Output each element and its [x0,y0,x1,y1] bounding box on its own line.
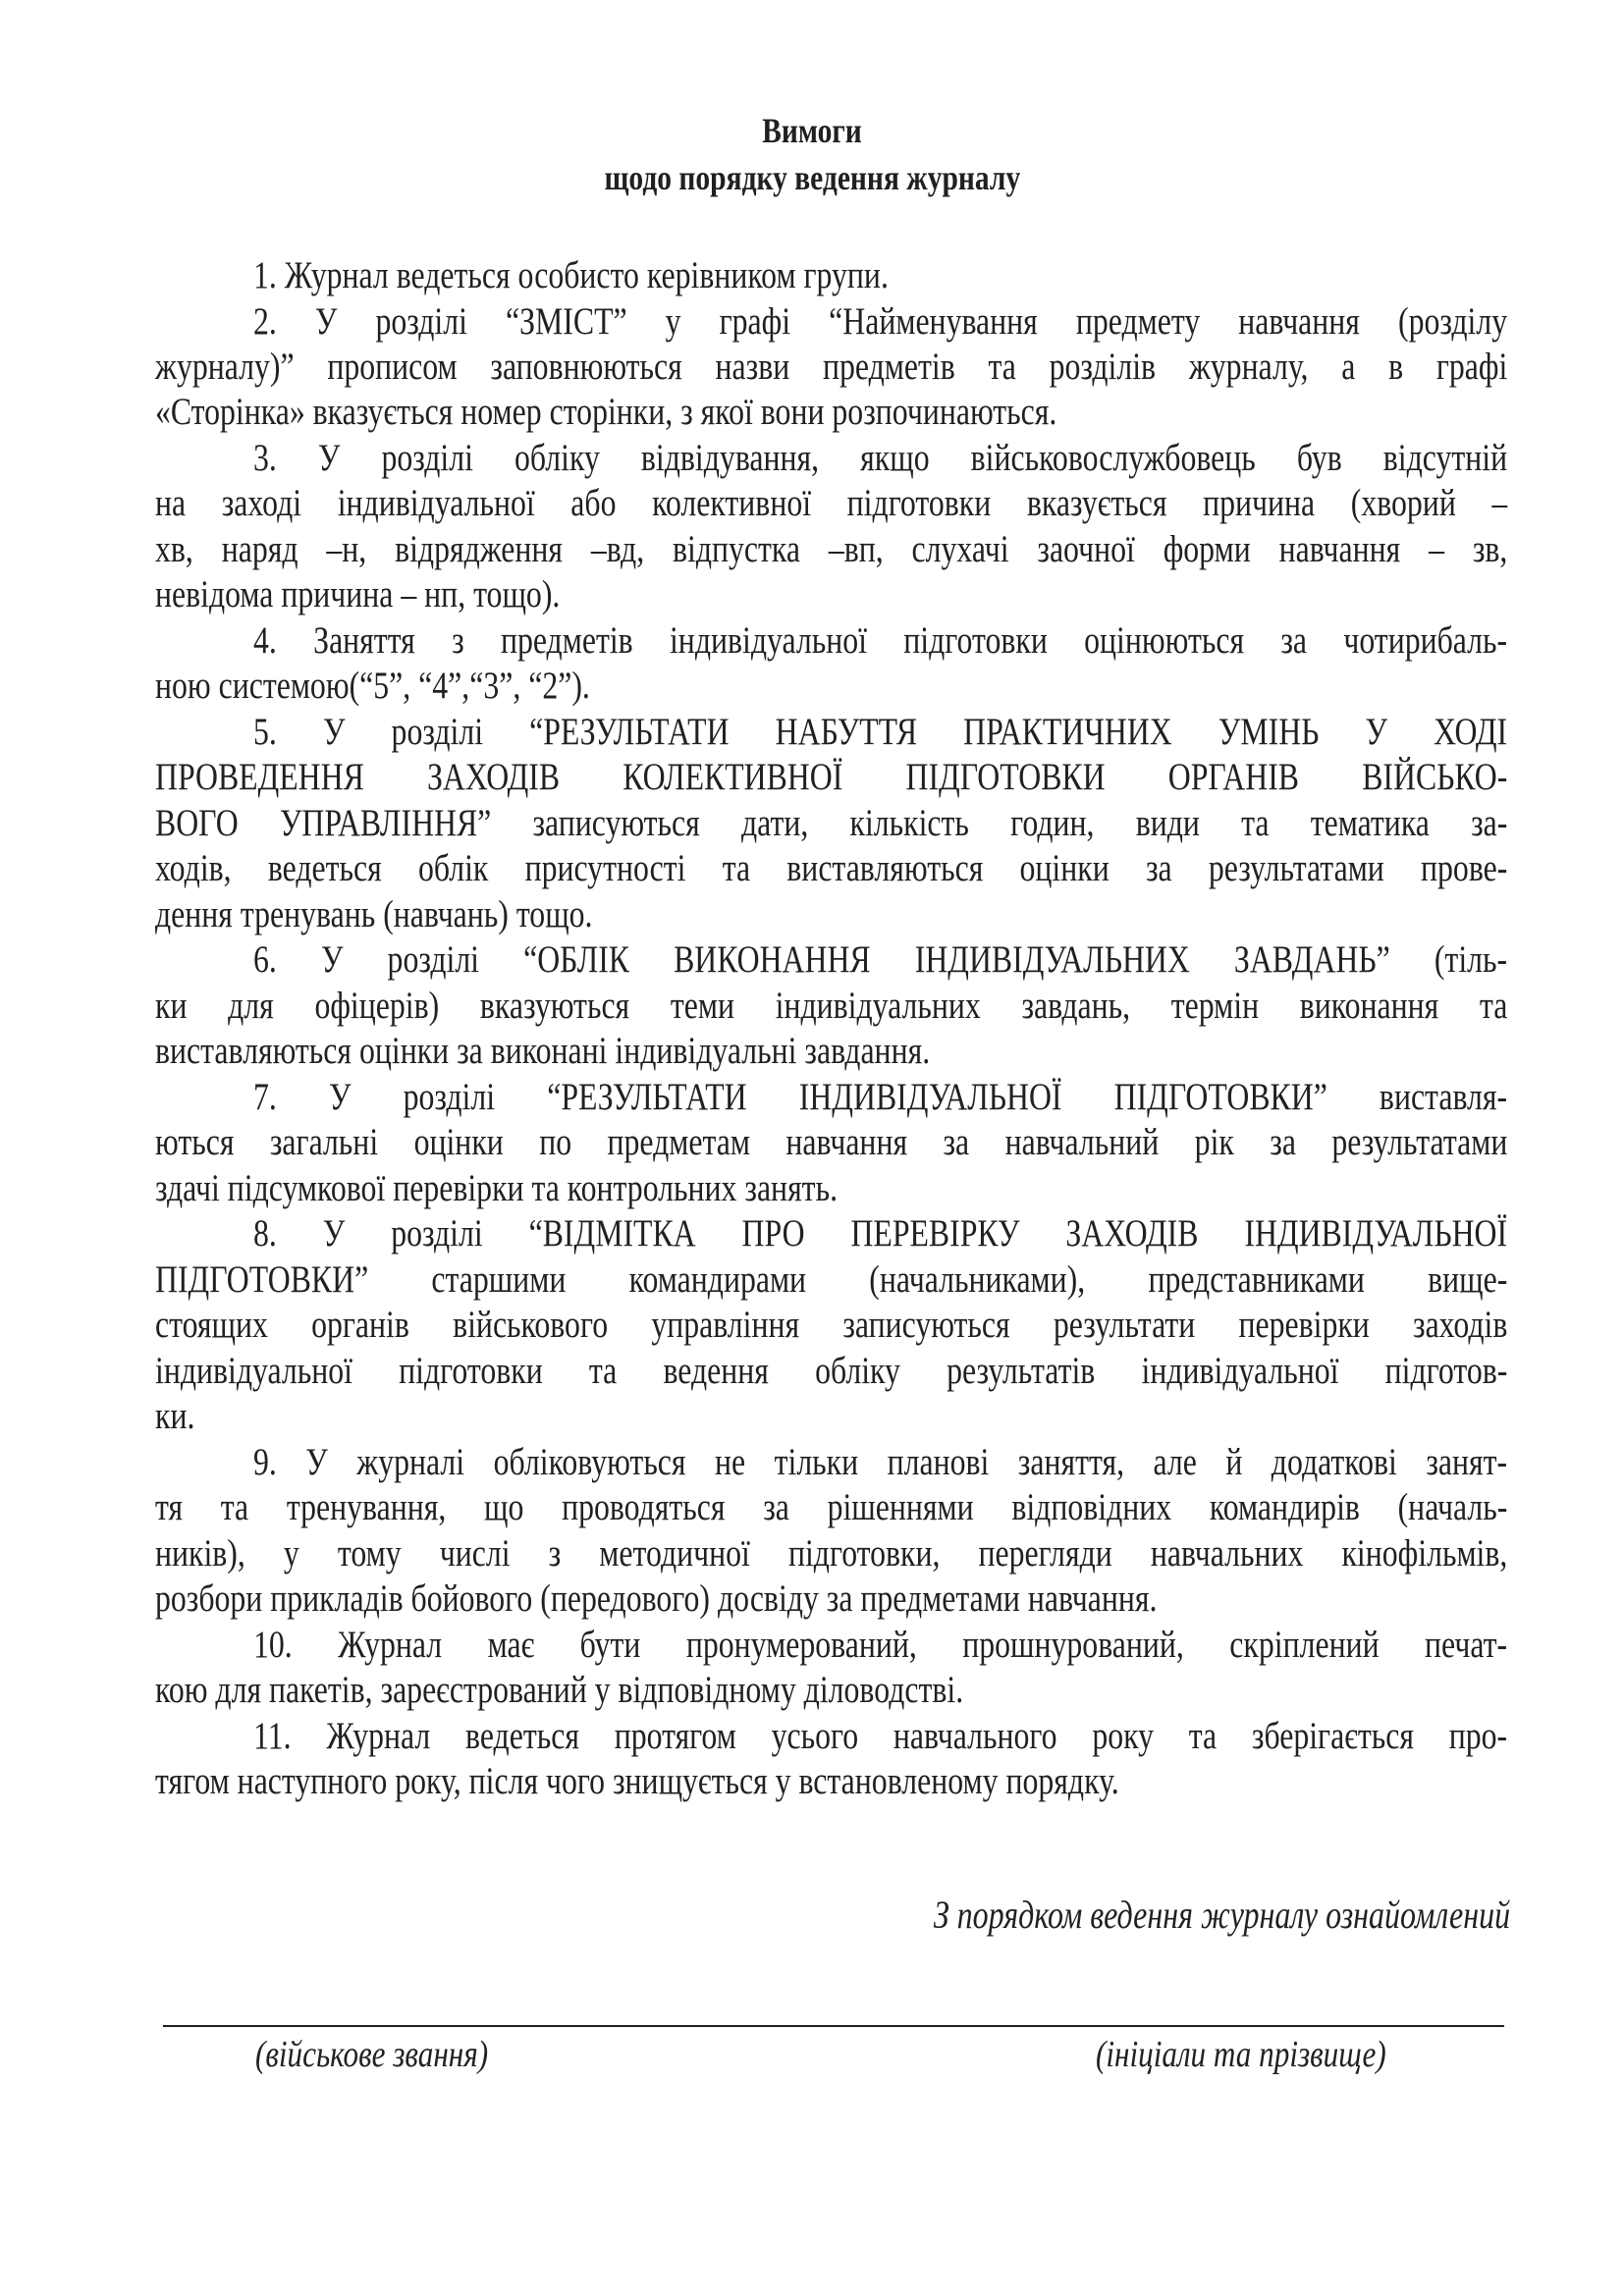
text-line: тягом наступного року, після чого знищується у встановленому порядку. [155,1760,1119,1802]
text-line: 8. У розділі “ВІДМІТКА ПРО ПЕРЕВІРКУ ЗАХОДІВ ІНДИВІДУАЛЬНОЇ [253,1212,1508,1255]
text-line: ників), у тому числі з методичної підготовки, перегляди навчальних кінофільмів, [155,1532,1508,1575]
text-line: невідома причина – нп, тощо). [155,573,561,615]
text-line: ПІДГОТОВКИ” старшими командирами (начальниками), представниками вище- [155,1258,1508,1301]
text-line: 11. Журнал ведеться протягом усього навчального року та зберігається про- [253,1715,1508,1757]
text-line: 3. У розділі обліку відвідування, якщо військовослужбовець був відсутній [253,437,1508,479]
text-line: кою для пакетів, зареєстрований у відповідному діловодстві. [155,1669,964,1711]
text-line: ВОГО УПРАВЛІННЯ” записуються дати, кількість годин, види та тематика за- [155,802,1508,844]
text-line: 6. У розділі “ОБЛІК ВИКОНАННЯ ІНДИВІДУАЛЬНИХ ЗАВДАНЬ” (тіль- [253,938,1508,981]
text-line: на заході індивідуальної або колективної підготовки вказується причина (хворий – [155,482,1508,524]
text-line: 5. У розділі “РЕЗУЛЬТАТИ НАБУТТЯ ПРАКТИЧНИХ УМІНЬ У ХОДІ [253,711,1508,753]
text-line: тя та тренування, що проводяться за рішеннями відповідних командирів (началь- [155,1486,1508,1528]
text-line: ПРОВЕДЕННЯ ЗАХОДІВ КОЛЕКТИВНОЇ ПІДГОТОВКИ ОРГАНІВ ВІЙСЬКО- [155,756,1508,798]
subtitle-text: щодо порядку ведення журналу [604,158,1020,197]
page-title [0,113,1624,148]
text-line: журналу)” прописом заповнюються назви предметів та розділів журналу, а в графі [155,346,1508,388]
text-line: ки. [155,1395,195,1437]
initials-surname-label: (ініціали та прізвище) [1096,2034,1386,2075]
text-line: ною системою(“5”, “4”,“3”, “2”). [155,665,590,707]
text-line: 9. У журналі обліковуються не тільки планові заняття, але й додаткові занят- [253,1441,1508,1483]
text-line: ки для офіцерів) вказуються теми індивідуальних завдань, термін виконання та [155,985,1508,1027]
text-line: 2. У розділі “ЗМІСТ” у графі “Найменування предмету навчання (розділу [253,300,1508,343]
text-line: 4. Заняття з предметів індивідуальної підготовки оцінюються за чотирибаль- [253,619,1508,662]
text-line: виставляються оцінки за виконані індивідуальні завдання. [155,1030,931,1072]
text-line: здачі підсумкової перевірки та контрольних занять. [155,1167,839,1209]
text-line: «Сторінка» вказується номер сторінки, з якої вони розпочинаються. [155,391,1057,433]
text-line: розбори прикладів бойового (передового) досвіду за предметами навчання. [155,1577,1158,1620]
text-line: хв, наряд –н, відрядження –вд, відпустка –вп, слухачі заочної форми навчання – зв, [155,528,1508,570]
military-rank-label: (військове звання) [255,2034,489,2075]
page-subtitle [0,160,1624,195]
text-line: стоящих органів військового управління записуються результати перевірки заходів [155,1304,1508,1346]
text-line: 7. У розділі “РЕЗУЛЬТАТИ ІНДИВІДУАЛЬНОЇ ПІДГОТОВКИ” виставля- [253,1076,1508,1118]
title-text: Вимоги [762,111,862,150]
text-line: 10. Журнал має бути пронумерований, прошнурований, скріплений печат- [253,1624,1508,1666]
text-line: ються загальні оцінки по предметам навчання за навчальний рік за результатами [155,1121,1508,1163]
text-line: ходів, ведеться облік присутності та виставляються оцінки за результатами прове- [155,847,1508,889]
acknowledgement-text: З порядком ведення журналу ознайомлений [933,1893,1510,1937]
signature-line [163,2025,1504,2027]
text-line: 1. Журнал ведеться особисто керівником групи. [253,254,889,296]
text-line: індивідуальної підготовки та ведення обліку результатів індивідуальної підготов- [155,1350,1508,1392]
text-line: дення тренувань (навчань) тощо. [155,893,593,935]
